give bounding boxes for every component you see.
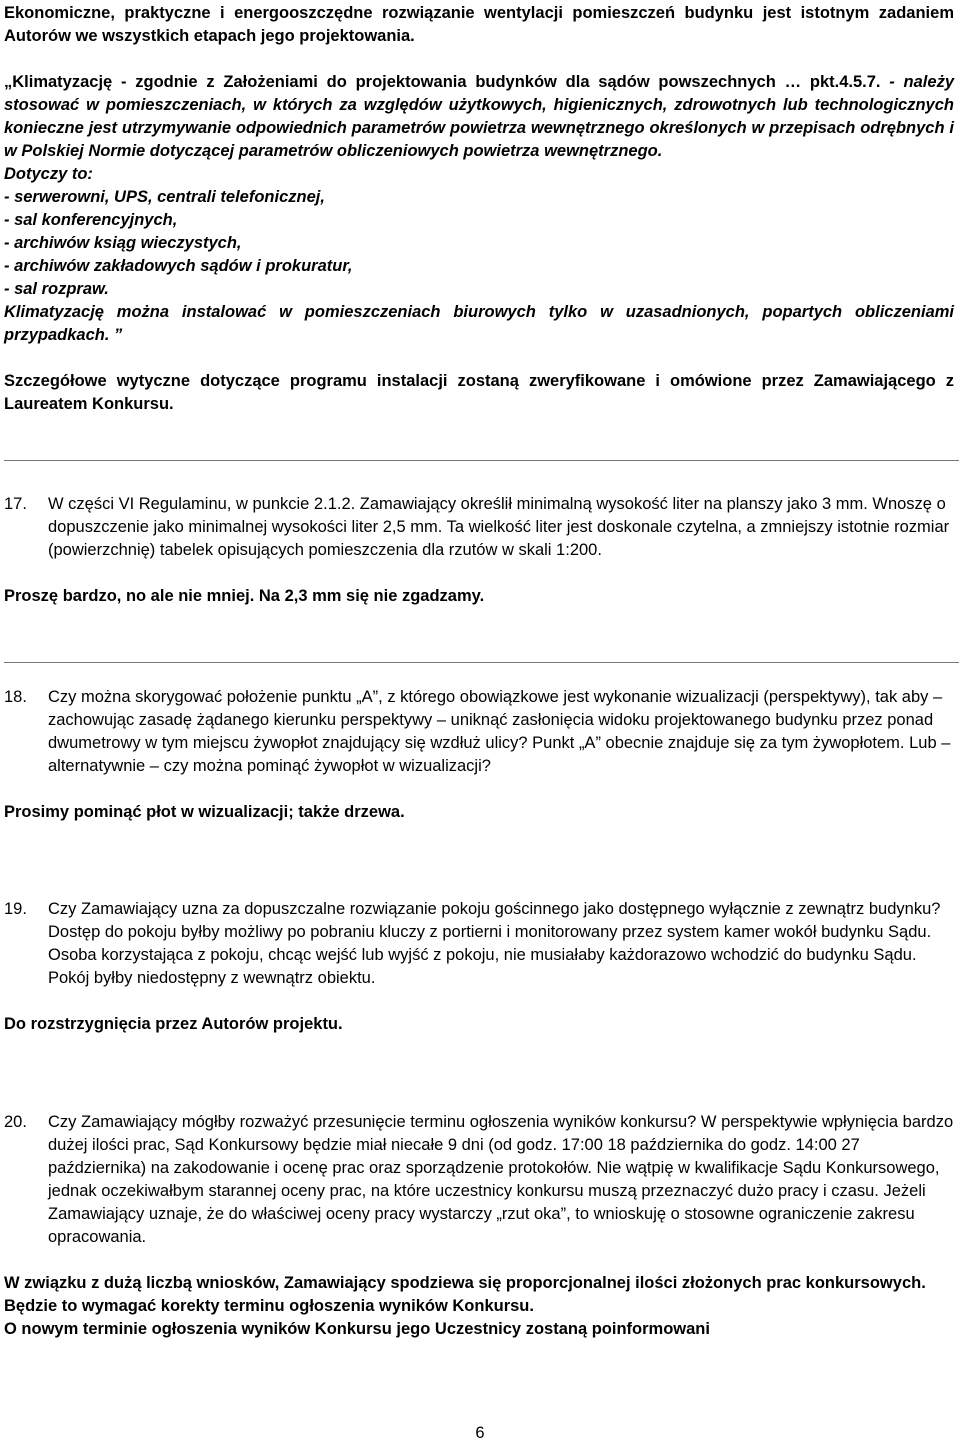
answer-text: W związku z dużą liczbą wniosków, Zamawiający spodziewa się proporcjonalnej ilości złożonych prac konkursowych. Będzie to wymagać korekty terminu ogłoszenia wyników Konkursu. [4,1274,926,1315]
question-17 [4,493,954,608]
question-text: Czy można skorygować położenie punktu „A”, z którego obowiązkowe jest wykonanie wizualizacji (perspektywy), tak aby – zachowując zasadę żądanego kierunku perspektywy – uniknąć zasłonięcia widoku projektowanego budynku przez ponad dwumetrowy w tym miejscu żywopłot znajdujący się wzdłuż ulicy? Punkt „A” obecnie znajduje się za tym żywopłotem. Lub – alternatywnie – czy można pominąć żywopłot w wizualizacji? [48,688,951,775]
question-18 [4,686,954,824]
question-text: Czy Zamawiający mógłby rozważyć przesunięcie terminu ogłoszenia wyników konkursu? W perspektywie wpłynięcia bardzo dużej ilości prac, Sąd Konkursowy będzie miał niecałe 9 dni (od godz. 17:00 18 października do godz. 14:00 27 października) na zakodowanie i ocenę prac oraz sporządzenie protokołów. Nie wątpię w kwalifikacje Sądu Konkursowego, jednak oczekiwałbym starannej oceny prac, na które uczestnicy konkursu muszą przeznaczyć dużo pracy i czasu. Jeżeli Zamawiający uznaje, że do właściwej oceny pracy wystarczy „rzut oka”, to wnioskuję o stosowne ograniczenie zakresu opracowania. [48,1113,954,1246]
answer-text-continued: O nowym terminie ogłoszenia wyników Konkursu jego Uczestnicy zostaną poinformowani [4,1320,710,1338]
room-list-item: - sal konferencyjnych, [4,211,178,229]
question-20 [4,1111,954,1341]
question-19 [4,898,954,1036]
regulation-quote-lead: „Klimatyzację - zgodnie z Założeniami do projektowania budynków dla sądów powszechnych … pkt.4.5.7. [4,73,881,91]
intro-paragraph: Ekonomiczne, praktyczne i energooszczędne rozwiązanie wentylacji pomieszczeń budynku jest istotnym zadaniem Autorów we wszystkich etapach jego projektowania. [4,4,954,45]
page-number: 6 [475,1424,485,1442]
section-divider [4,662,959,663]
room-list-item: - archiwów zakładowych sądów i prokuratur, [4,257,353,275]
answer-text: Prosimy pominąć płot w wizualizacji; także drzewa. [4,803,405,821]
question-number: 18. [4,688,27,706]
room-list-item: - serwerowni, UPS, centrali telefonicznej, [4,188,325,206]
question-number: 17. [4,495,27,513]
detailed-guidelines: Szczegółowe wytyczne dotyczące programu instalacji zostaną zweryfikowane i omówione przez Zamawiającego z Laureatem Konkursu. [4,372,954,413]
section-divider [4,460,959,461]
room-list-item: - sal rozpraw. [4,280,109,298]
air-conditioning-note [4,301,954,347]
intro-section [4,2,954,416]
answer-text: Proszę bardzo, no ale nie mniej. Na 2,3 mm się nie zgadzamy. [4,587,485,605]
question-text: Czy Zamawiający uzna za dopuszczalne rozwiązanie pokoju gościnnego jako dostępnego wyłącznie z zewnątrz budynku? Dostęp do pokoju byłby możliwy po pobraniu kluczy z portierni i monitorowany przez system kamer wokół budynku Sądu. Osoba korzystająca z pokoju, chcąc wejść lub wyjść z pokoju, nie musiałaby każdorazowo wchodzić do budynku Sądu. Pokój byłby niedostępny z wewnątrz obiektu. [48,900,941,987]
question-number: 20. [4,1113,27,1131]
question-number: 19. [4,900,27,918]
applies-to-label: Dotyczy to: [4,165,93,183]
question-text: W części VI Regulaminu, w punkcie 2.1.2. Zamawiający określił minimalną wysokość liter na planszy jako 3 mm. Wnoszę o dopuszczenie jako minimalnej wysokości liter 2,5 mm. Ta wielkość liter jest doskonale czytelna, a zmniejszy istotnie rozmiar (powierzchnię) tabelek opisujących pomieszczenia dla rzutów w skali 1:200. [48,495,950,559]
regulation-quote-body: - należy stosować w pomieszczeniach, w których za względów użytkowych, higienicznych, zdrowotnych lub technologicznych konieczne jest utrzymywanie odpowiednich parametrów powietrza wewnętrznego określonych w przepisach odrębnych i w Polskiej Normie dotyczącej parametrów obliczeniowych powietrza wewnętrznego. [4,73,954,160]
answer-text: Do rozstrzygnięcia przez Autorów projektu. [4,1015,343,1033]
room-list-item: - archiwów ksiąg wieczystych, [4,234,242,252]
closing-quote-mark: ” [109,326,123,344]
regulation-quote [4,71,954,163]
air-conditioning-note-text: Klimatyzację można instalować w pomieszczeniach biurowych tylko w uzasadnionych, popartych obliczeniami przypadkach. [4,303,954,344]
